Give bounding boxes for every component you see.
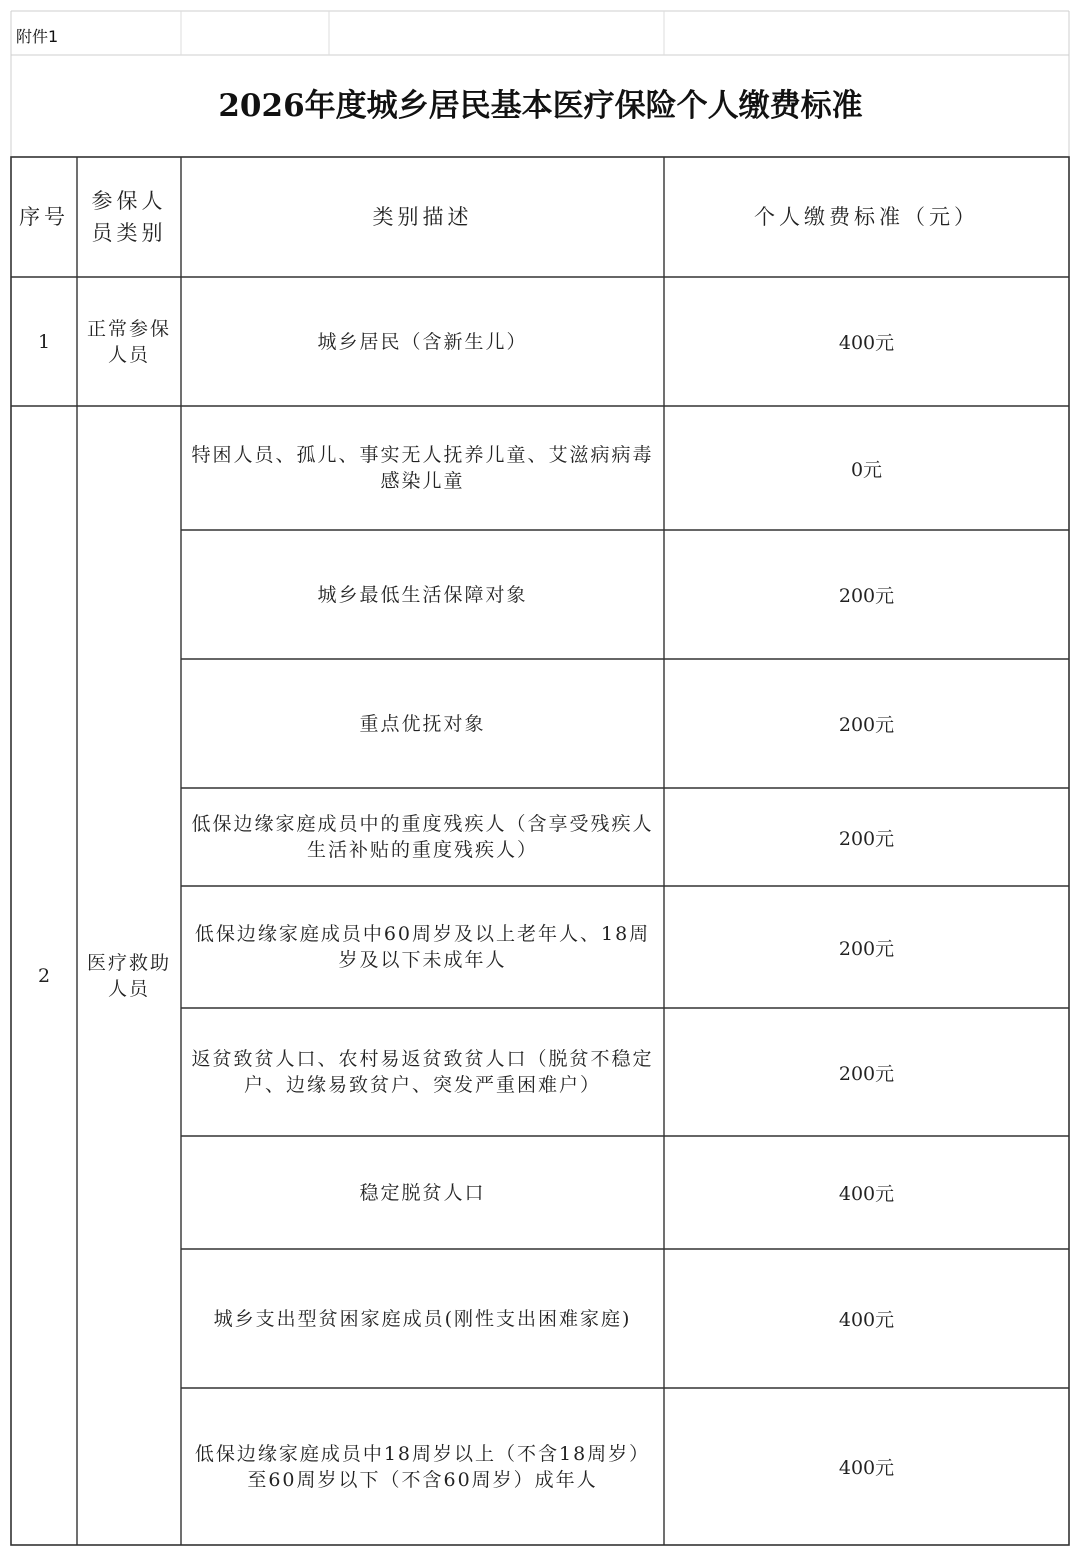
row-fee: 400元 <box>838 332 895 354</box>
table-row-description <box>181 530 664 659</box>
table-row-fee <box>664 406 1069 530</box>
table-row-description <box>181 788 664 886</box>
header-category-cell <box>77 157 181 277</box>
header-seq-cell <box>11 157 77 277</box>
group-category: 正常参保人员 <box>86 317 171 366</box>
row-description: 特困人员、孤儿、事实无人抚养儿童、艾滋病病毒感染儿童 <box>191 444 654 492</box>
row-description: 稳定脱贫人口 <box>359 1181 486 1204</box>
table-row-fee <box>664 886 1069 1008</box>
row-fee: 200元 <box>838 714 895 736</box>
table-row-description <box>181 659 664 788</box>
row-fee: 200元 <box>838 1062 895 1085</box>
row-fee: 400元 <box>838 1183 895 1205</box>
row-fee: 0元 <box>850 458 883 481</box>
page-title: 2026年度城乡居民基本医疗保险个人缴费标准 <box>218 88 863 124</box>
header-seq: 序号 <box>19 205 69 229</box>
header-description: 类别描述 <box>372 205 473 229</box>
table-row-fee <box>664 1388 1069 1545</box>
table-row-fee <box>664 1008 1069 1136</box>
table-row-description <box>181 1136 664 1249</box>
table-row-description <box>181 277 664 406</box>
row-fee: 200元 <box>838 827 895 850</box>
group-seq-cell <box>11 277 77 406</box>
row-fee: 400元 <box>838 1309 895 1331</box>
table-row-description <box>181 1008 664 1136</box>
table-row-fee <box>664 659 1069 788</box>
row-fee: 200元 <box>838 585 895 607</box>
table-row-description <box>181 1249 664 1388</box>
table-row-fee <box>664 530 1069 659</box>
table-row-description <box>181 406 664 530</box>
row-description: 重点优抚对象 <box>359 712 486 735</box>
row-description: 返贫致贫人口、农村易返贫致贫人口（脱贫不稳定户、边缘易致贫户、突发严重困难户） <box>191 1048 654 1096</box>
group-seq: 1 <box>37 330 51 353</box>
group-category-cell <box>77 406 181 1545</box>
header-category: 参保人员类别 <box>91 189 167 245</box>
row-description: 城乡最低生活保障对象 <box>317 583 528 606</box>
table-row-fee <box>664 1249 1069 1388</box>
table-row-description <box>181 1388 664 1545</box>
row-fee: 200元 <box>838 937 895 960</box>
row-description: 低保边缘家庭成员中18周岁以上（不含18周岁）至60周岁以下（不含60周岁）成年人 <box>194 1442 651 1491</box>
row-description: 城乡居民（含新生儿） <box>317 330 528 353</box>
header-fee-cell <box>664 157 1069 277</box>
table-row-fee <box>664 1136 1069 1249</box>
group-category-cell <box>77 277 181 406</box>
row-fee: 400元 <box>838 1457 895 1479</box>
group-seq: 2 <box>37 964 51 987</box>
group-seq-cell <box>11 406 77 1545</box>
header-description-cell <box>181 157 664 277</box>
row-description: 低保边缘家庭成员中60周岁及以上老年人、18周岁及以下未成年人 <box>194 923 651 971</box>
header-fee: 个人缴费标准（元） <box>754 205 979 229</box>
table-row-fee <box>664 277 1069 406</box>
row-description: 城乡支出型贫困家庭成员(刚性支出困难家庭) <box>213 1307 632 1330</box>
group-category: 医疗救助人员 <box>86 951 171 1000</box>
annex-label: 附件1 <box>16 27 59 46</box>
table-row-description <box>181 886 664 1008</box>
row-description: 低保边缘家庭成员中的重度残疾人（含享受残疾人生活补贴的重度残疾人） <box>191 813 654 861</box>
table-row-fee <box>664 788 1069 886</box>
